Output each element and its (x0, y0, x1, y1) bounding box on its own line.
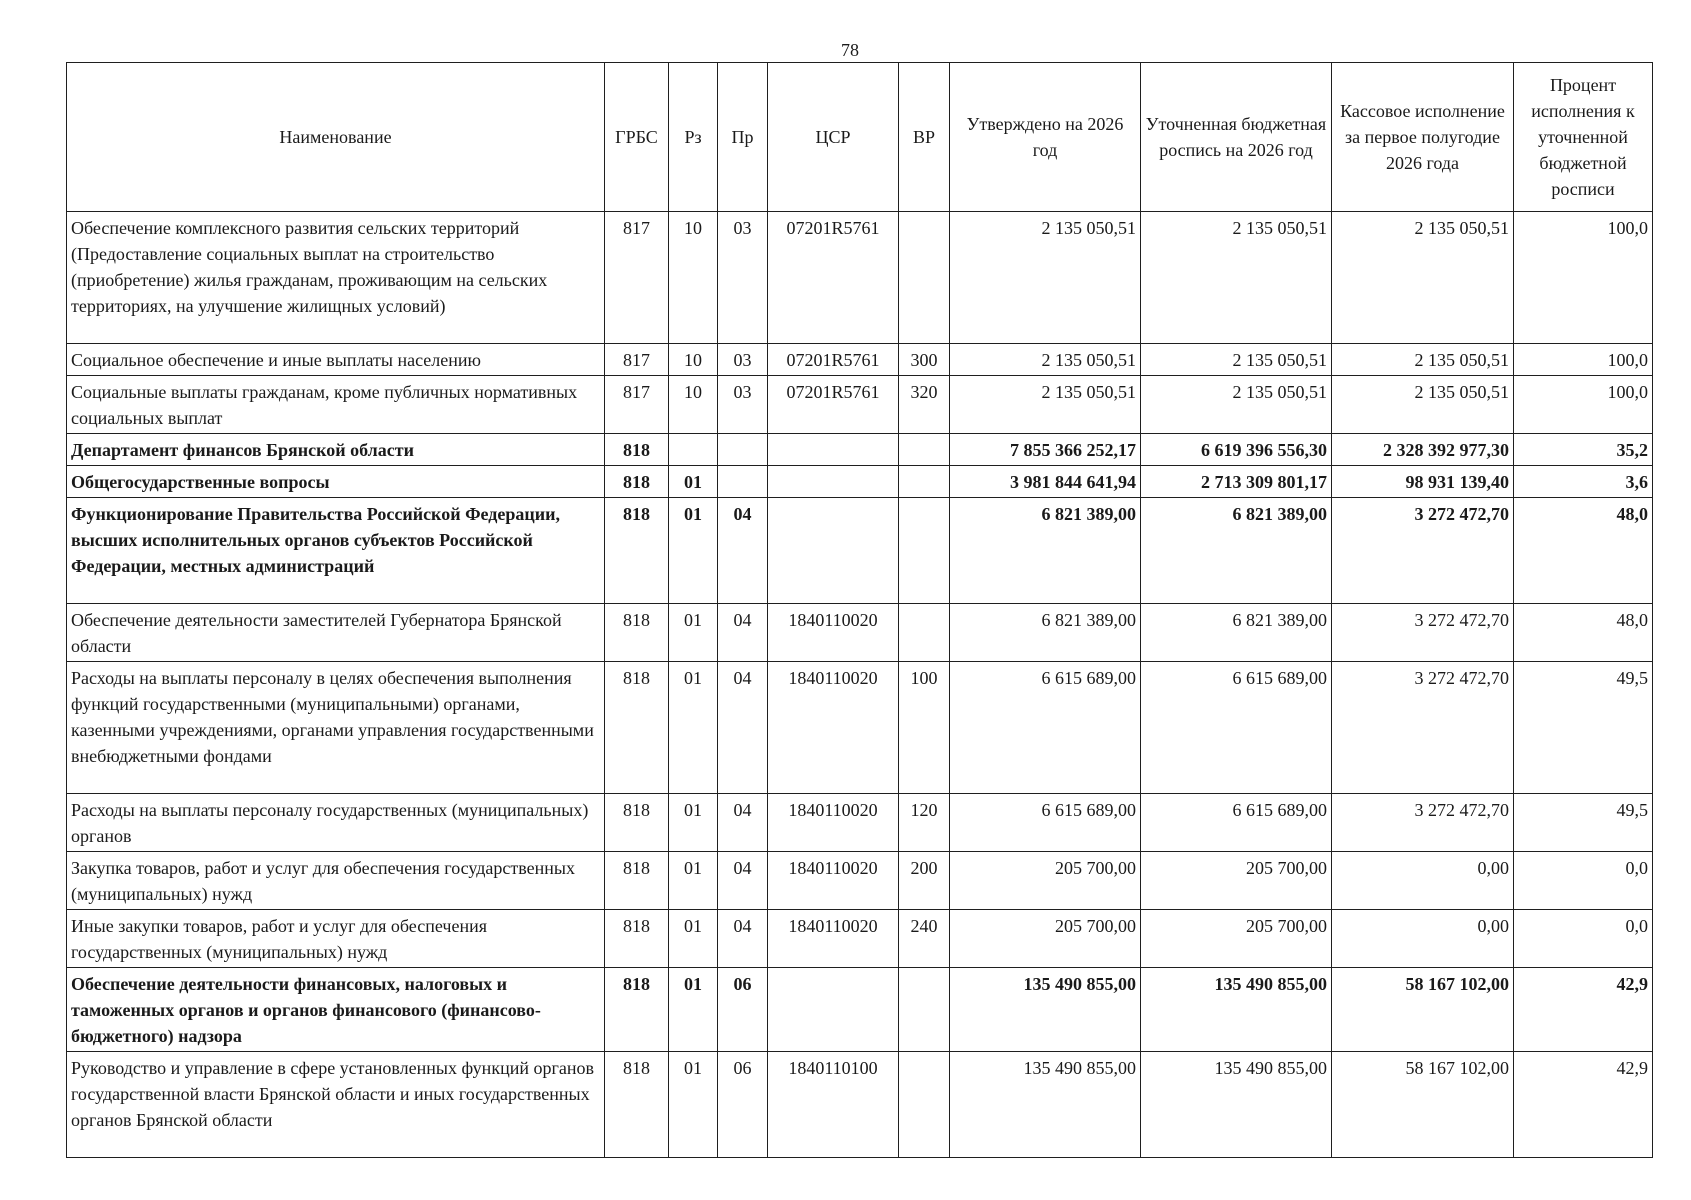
row-percent: 0,0 (1514, 852, 1653, 910)
row-name: Расходы на выплаты персоналу в целях обеспечения выполнения функций государственными (муниципальными) органами, казенными учреждениями, органами управления государственными внебюджетными фондами (67, 662, 605, 794)
row-name: Обеспечение деятельности финансовых, налоговых и таможенных органов и органов финансового (финансово-бюджетного) надзора (67, 968, 605, 1052)
row-rz: 10 (669, 376, 718, 434)
row-refined: 205 700,00 (1141, 852, 1332, 910)
row-name: Функционирование Правительства Российской Федерации, высших исполнительных органов субъектов Российской Федерации, местных администраций (67, 498, 605, 604)
row-percent: 3,6 (1514, 466, 1653, 498)
row-grbs: 818 (605, 910, 669, 968)
row-percent: 35,2 (1514, 434, 1653, 466)
row-percent: 100,0 (1514, 376, 1653, 434)
header-csr: ЦСР (768, 63, 899, 212)
row-rz: 01 (669, 466, 718, 498)
row-csr: 07201R5761 (768, 212, 899, 344)
row-name: Общегосударственные вопросы (67, 466, 605, 498)
row-name: Закупка товаров, работ и услуг для обеспечения государственных (муниципальных) нужд (67, 852, 605, 910)
row-cash: 2 135 050,51 (1332, 212, 1514, 344)
table-row (67, 910, 1653, 968)
row-approved: 2 135 050,51 (950, 212, 1141, 344)
row-refined: 2 135 050,51 (1141, 344, 1332, 376)
row-grbs: 817 (605, 376, 669, 434)
row-csr: 07201R5761 (768, 376, 899, 434)
row-vr (899, 212, 950, 344)
page-number: 78 (841, 40, 859, 60)
row-percent: 100,0 (1514, 344, 1653, 376)
row-csr: 1840110020 (768, 910, 899, 968)
row-refined: 135 490 855,00 (1141, 968, 1332, 1052)
row-refined: 6 821 389,00 (1141, 498, 1332, 604)
row-refined: 205 700,00 (1141, 910, 1332, 968)
row-rz: 01 (669, 662, 718, 794)
row-approved: 7 855 366 252,17 (950, 434, 1141, 466)
row-pr: 03 (718, 344, 768, 376)
header-rz: Рз (669, 63, 718, 212)
row-vr: 320 (899, 376, 950, 434)
row-cash: 0,00 (1332, 910, 1514, 968)
row-refined: 6 821 389,00 (1141, 604, 1332, 662)
table-row (67, 968, 1653, 1052)
row-pr: 06 (718, 1052, 768, 1158)
row-grbs: 818 (605, 434, 669, 466)
row-vr: 300 (899, 344, 950, 376)
row-refined: 135 490 855,00 (1141, 1052, 1332, 1158)
row-grbs: 818 (605, 968, 669, 1052)
row-approved: 2 135 050,51 (950, 376, 1141, 434)
row-csr (768, 968, 899, 1052)
row-pr: 04 (718, 910, 768, 968)
row-cash: 58 167 102,00 (1332, 1052, 1514, 1158)
row-vr (899, 434, 950, 466)
row-cash: 98 931 139,40 (1332, 466, 1514, 498)
header-vr: ВР (899, 63, 950, 212)
row-grbs: 818 (605, 498, 669, 604)
header-refined: Уточненная бюджетная роспись на 2026 год (1141, 63, 1332, 212)
table-row (67, 212, 1653, 344)
table-row (67, 498, 1653, 604)
row-pr: 04 (718, 498, 768, 604)
row-vr: 120 (899, 794, 950, 852)
row-csr (768, 498, 899, 604)
row-refined: 6 619 396 556,30 (1141, 434, 1332, 466)
row-csr (768, 434, 899, 466)
row-percent: 42,9 (1514, 1052, 1653, 1158)
row-pr: 04 (718, 852, 768, 910)
row-approved: 2 135 050,51 (950, 344, 1141, 376)
row-pr: 06 (718, 968, 768, 1052)
row-cash: 2 135 050,51 (1332, 344, 1514, 376)
row-grbs: 818 (605, 662, 669, 794)
row-rz: 01 (669, 604, 718, 662)
table-row (67, 344, 1653, 376)
row-cash: 3 272 472,70 (1332, 662, 1514, 794)
row-grbs: 818 (605, 852, 669, 910)
row-name: Расходы на выплаты персоналу государственных (муниципальных) органов (67, 794, 605, 852)
row-percent: 49,5 (1514, 662, 1653, 794)
table-row (67, 852, 1653, 910)
row-approved: 6 821 389,00 (950, 498, 1141, 604)
row-name: Обеспечение деятельности заместителей Губернатора Брянской области (67, 604, 605, 662)
row-approved: 205 700,00 (950, 910, 1141, 968)
row-approved: 135 490 855,00 (950, 1052, 1141, 1158)
row-refined: 2 135 050,51 (1141, 376, 1332, 434)
row-percent: 48,0 (1514, 604, 1653, 662)
row-grbs: 818 (605, 604, 669, 662)
row-grbs: 817 (605, 344, 669, 376)
row-approved: 6 821 389,00 (950, 604, 1141, 662)
row-name: Социальные выплаты гражданам, кроме публичных нормативных социальных выплат (67, 376, 605, 434)
header-percent: Процент исполнения к уточненной бюджетной росписи (1514, 63, 1653, 212)
row-vr (899, 604, 950, 662)
row-pr (718, 434, 768, 466)
table-row (67, 662, 1653, 794)
row-vr (899, 1052, 950, 1158)
row-cash: 2 328 392 977,30 (1332, 434, 1514, 466)
row-grbs: 817 (605, 212, 669, 344)
row-csr: 1840110020 (768, 604, 899, 662)
table-header-row (67, 63, 1653, 212)
row-cash: 3 272 472,70 (1332, 498, 1514, 604)
header-name: Наименование (67, 63, 605, 212)
row-percent: 42,9 (1514, 968, 1653, 1052)
row-approved: 3 981 844 641,94 (950, 466, 1141, 498)
row-csr: 1840110020 (768, 662, 899, 794)
row-approved: 6 615 689,00 (950, 794, 1141, 852)
row-pr: 04 (718, 794, 768, 852)
row-name: Обеспечение комплексного развития сельских территорий (Предоставление социальных выплат на строительство (приобретение) жилья гражданам, проживающим на сельских территориях, на улучшение жилищных условий) (67, 212, 605, 344)
row-percent: 0,0 (1514, 910, 1653, 968)
row-vr (899, 498, 950, 604)
row-cash: 3 272 472,70 (1332, 604, 1514, 662)
header-grbs: ГРБС (605, 63, 669, 212)
table-row (67, 434, 1653, 466)
row-cash: 0,00 (1332, 852, 1514, 910)
row-percent: 100,0 (1514, 212, 1653, 344)
row-refined: 6 615 689,00 (1141, 794, 1332, 852)
row-csr: 1840110020 (768, 852, 899, 910)
row-refined: 2 135 050,51 (1141, 212, 1332, 344)
row-pr: 03 (718, 376, 768, 434)
row-rz: 01 (669, 794, 718, 852)
row-grbs: 818 (605, 1052, 669, 1158)
row-grbs: 818 (605, 794, 669, 852)
row-grbs: 818 (605, 466, 669, 498)
row-refined: 6 615 689,00 (1141, 662, 1332, 794)
row-name: Руководство и управление в сфере установленных функций органов государственной власти Брянской области и иных государственных органов Брянской области (67, 1052, 605, 1158)
row-vr: 240 (899, 910, 950, 968)
row-percent: 48,0 (1514, 498, 1653, 604)
table-row (67, 794, 1653, 852)
header-approved: Утверждено на 2026 год (950, 63, 1141, 212)
row-name: Социальное обеспечение и иные выплаты населению (67, 344, 605, 376)
row-csr: 1840110100 (768, 1052, 899, 1158)
header-cash: Кассовое исполнение за первое полугодие 2026 года (1332, 63, 1514, 212)
row-approved: 205 700,00 (950, 852, 1141, 910)
row-csr (768, 466, 899, 498)
row-rz: 01 (669, 1052, 718, 1158)
row-vr: 100 (899, 662, 950, 794)
row-name: Департамент финансов Брянской области (67, 434, 605, 466)
row-csr: 07201R5761 (768, 344, 899, 376)
row-rz: 01 (669, 498, 718, 604)
table-row (67, 604, 1653, 662)
row-vr (899, 968, 950, 1052)
row-rz: 01 (669, 968, 718, 1052)
header-pr: Пр (718, 63, 768, 212)
table-row (67, 1052, 1653, 1158)
row-name: Иные закупки товаров, работ и услуг для обеспечения государственных (муниципальных) нужд (67, 910, 605, 968)
row-rz: 10 (669, 212, 718, 344)
row-percent: 49,5 (1514, 794, 1653, 852)
row-approved: 135 490 855,00 (950, 968, 1141, 1052)
row-pr: 03 (718, 212, 768, 344)
row-pr: 04 (718, 604, 768, 662)
table-row (67, 376, 1653, 434)
row-vr (899, 466, 950, 498)
row-pr: 04 (718, 662, 768, 794)
row-approved: 6 615 689,00 (950, 662, 1141, 794)
row-csr: 1840110020 (768, 794, 899, 852)
row-rz: 10 (669, 344, 718, 376)
row-cash: 2 135 050,51 (1332, 376, 1514, 434)
row-refined: 2 713 309 801,17 (1141, 466, 1332, 498)
row-vr: 200 (899, 852, 950, 910)
table-row (67, 466, 1653, 498)
row-rz (669, 434, 718, 466)
budget-execution-table (66, 62, 1653, 1158)
row-cash: 3 272 472,70 (1332, 794, 1514, 852)
row-rz: 01 (669, 910, 718, 968)
row-pr (718, 466, 768, 498)
row-rz: 01 (669, 852, 718, 910)
row-cash: 58 167 102,00 (1332, 968, 1514, 1052)
